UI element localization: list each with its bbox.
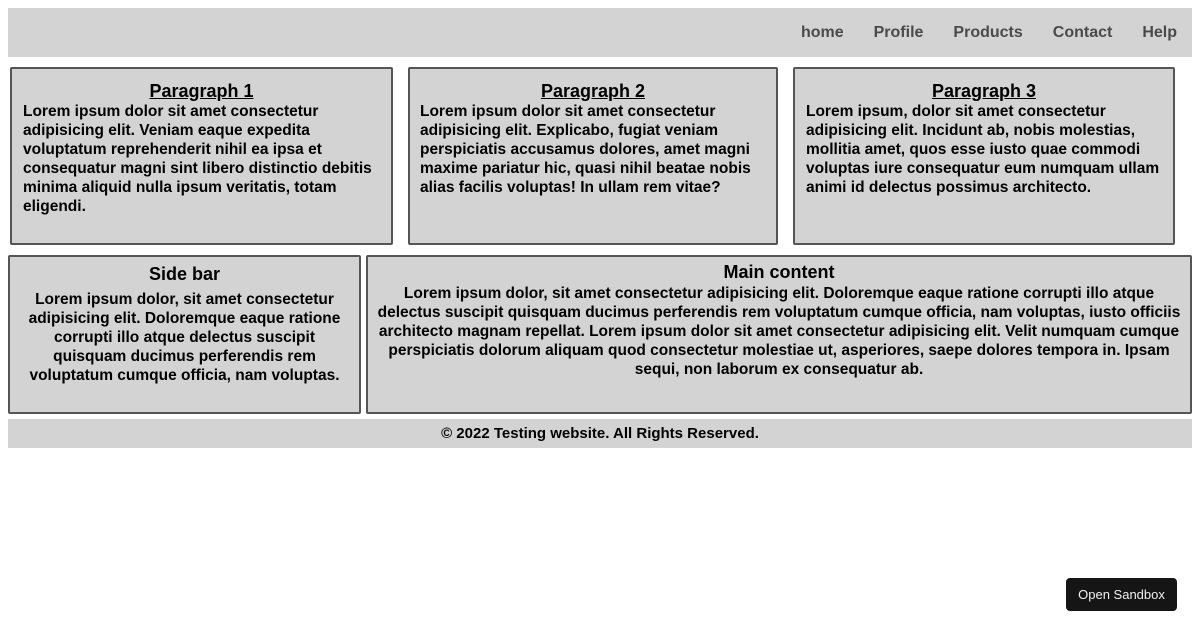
nav-links <box>801 8 1177 57</box>
sidebar-title: Side bar <box>148 264 221 284</box>
top-navbar <box>8 8 1192 57</box>
sidebar-text: Lorem ipsum dolor, sit amet consectetur adipisicing elit. Doloremque eaque ratione corrupti illo atque delectus suscipit quisquam ducimus perferendis rem voluptatum cumque officia, nam voluptas. <box>28 291 341 384</box>
main-content-title: Main content <box>723 262 835 282</box>
open-sandbox-button[interactable]: Open Sandbox <box>1066 578 1177 611</box>
main-content-text: Lorem ipsum dolor, sit amet consectetur adipisicing elit. Doloremque eaque ratione corrupti illo atque delectus suscipit quisquam ducimus perferendis rem voluptatum cumque officia, nam voluptas, iusto officiis architecto magnam repellat. Lorem ipsum dolor sit amet consectetur adipisicing elit. Velit numquam cumque perspiciatis dolorum aliquam quod consectetur molestiae ut, asperiores, saepe dolores tempora in. Ipsam sequi, non laborum ex consequatur ab. <box>377 285 1181 378</box>
paragraph-title-3: Paragraph 3 <box>931 81 1037 101</box>
sidebar <box>8 255 361 414</box>
nav-link-profile[interactable]: Profile <box>873 23 924 41</box>
paragraph-card-3 <box>793 67 1175 245</box>
footer <box>8 419 1192 448</box>
paragraph-text-3: Lorem ipsum, dolor sit amet consectetur adipisicing elit. Incidunt ab, nobis molestias, mollitia amet, quos esse iusto quae commodi voluptas iure consequatur eum numquam ullam animi id delectus possimus architecto. <box>806 103 1160 196</box>
nav-link-products[interactable]: Products <box>953 23 1023 41</box>
nav-link-help[interactable]: Help <box>1142 23 1177 41</box>
paragraph-card-1 <box>10 67 393 245</box>
paragraph-text-1: Lorem ipsum dolor sit amet consectetur adipisicing elit. Veniam eaque expedita voluptatum reprehenderit nihil ea ipsa et consequatur magni sint libero distinctio debitis minima aliquid nulla ipsum veritatis, totam eligendi. <box>23 103 372 215</box>
main-content <box>366 255 1192 414</box>
nav-link-home[interactable]: home <box>800 23 844 41</box>
nav-link-contact[interactable]: Contact <box>1052 23 1113 41</box>
paragraph-text-2: Lorem ipsum dolor sit amet consectetur adipisicing elit. Explicabo, fugiat veniam perspiciatis accusamus dolores, amet magni maxime pariatur hic, quasi nihil beatae nobis alias facilis voluptas! In ullam rem vitae? <box>420 103 751 196</box>
paragraph-title-2: Paragraph 2 <box>540 81 646 101</box>
paragraph-card-2 <box>408 67 778 245</box>
footer-text: © 2022 Testing website. All Rights Reserved. <box>441 425 759 442</box>
paragraph-title-1: Paragraph 1 <box>149 81 254 101</box>
